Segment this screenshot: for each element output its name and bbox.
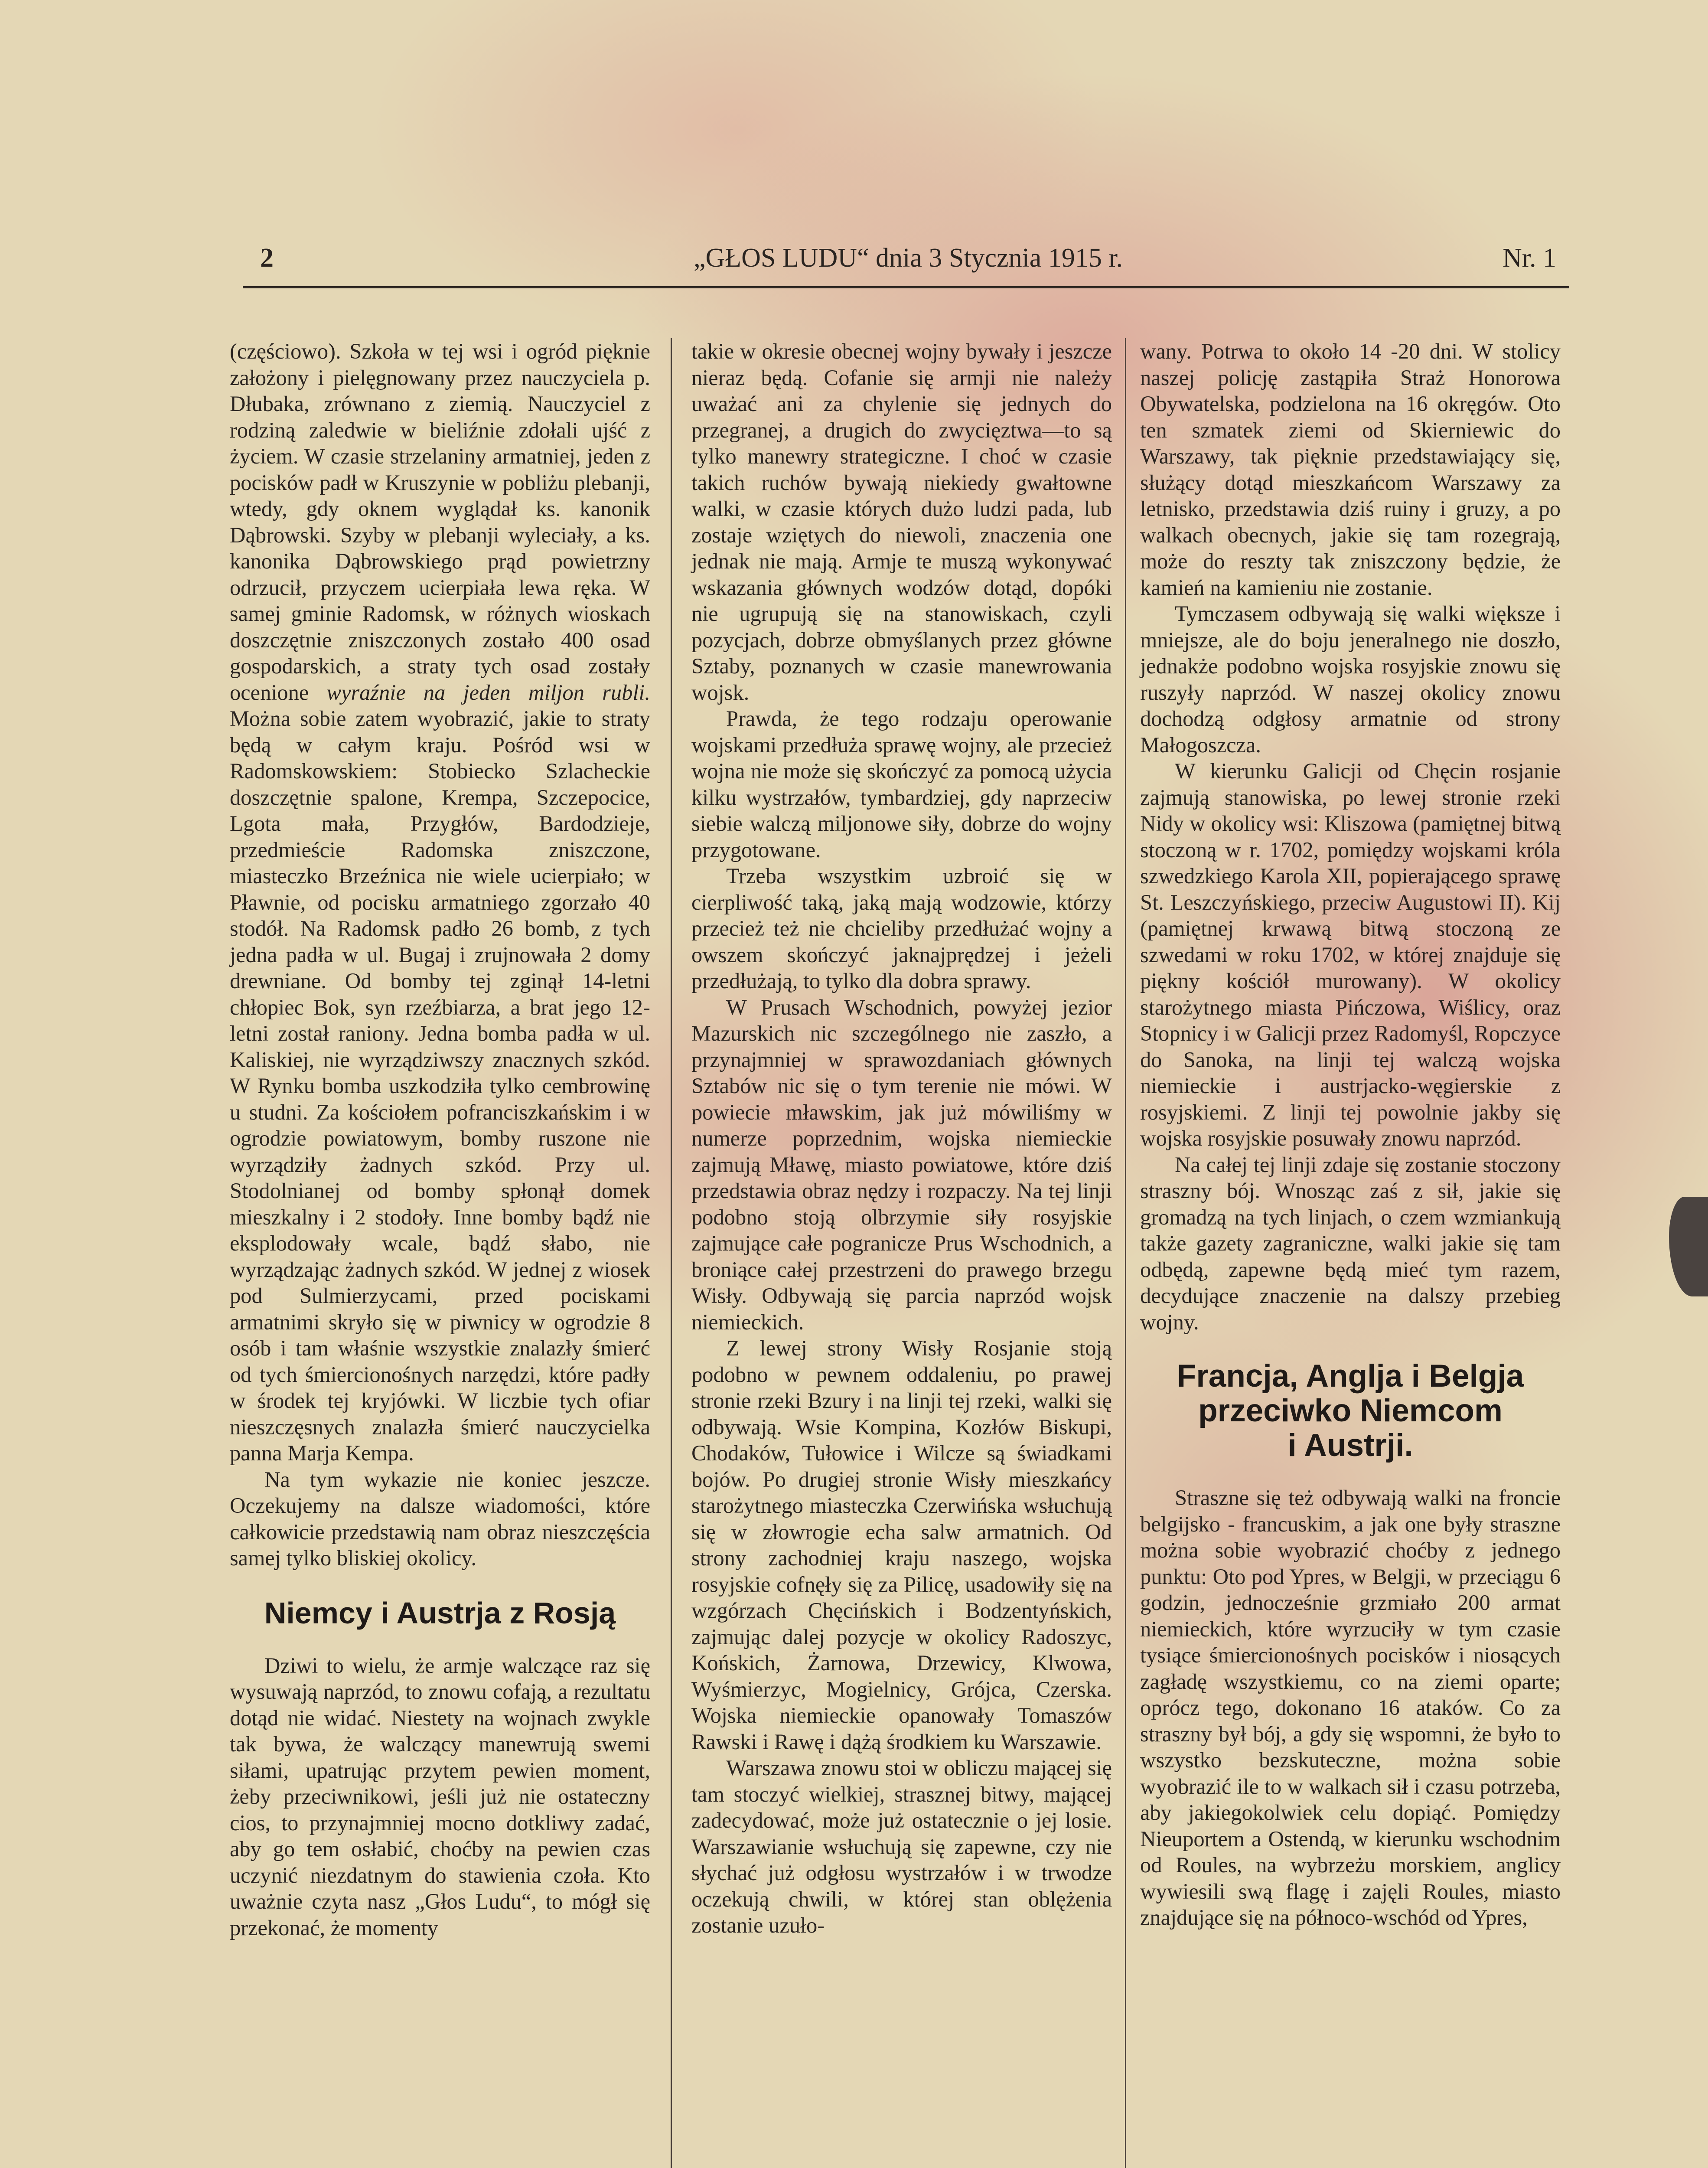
heading-line: Francja, Anglja i Belgja	[1177, 1358, 1524, 1394]
heading-line: i Austrji.	[1288, 1428, 1413, 1463]
column-divider	[1125, 338, 1126, 2168]
column-1	[230, 338, 650, 1941]
article-paragraph: Prawda, że tego rodzaju operowanie wojskami przedłuża sprawę wojny, ale przecież wojna nie może się skończyć za pomocą użycia kilku wystrzałów, tymbardziej, gdy naprzeciw siebie walczą miljonowe siły, dobrze do wojny przygotowane.	[691, 706, 1112, 862]
column-3	[1140, 338, 1561, 1931]
heading-line: przeciwko Niemcom	[1198, 1393, 1503, 1428]
article-paragraph: Straszne się też odbywają walki na froncie belgijsko - francuskim, a jak one były straszne można sobie wyobrazić choćby z jednego punktu: Oto pod Ypres, w Belgji, w przeciągu 6 godzin, jednocześnie grzmiało 200 armat niemieckich, które wyrzuciły w tym czasie tysiące śmiercionośnych pocisków i niosących zagładę wszystkiemu, co na ziemi oparte; oprócz tego, dokonano 16 ataków. Co za straszny był bój, a gdy się wspomni, że było to wszystko bezskuteczne, można sobie wyobrazić ile to w walkach sił i czasu potrzeba, aby jakiegokolwiek celu dopiąć. Pomiędzy Nieuportem a Ostendą, w kierunku wschodnim od Roules, na wybrzeżu morskiem, anglicy wywiesili swą flagę i zajęli Roules, miasto znajdujące się na północo-wschód od Ypres,	[1140, 1486, 1561, 1930]
article-paragraph: Tymczasem odbywają się walki większe i mniejsze, ale do boju jeneralnego nie doszło, jednakże podobno wojska rosyjskie znowu się ruszyły naprzód. W naszej okolicy znowu dochodzą odgłosy armatnie od strony Małogoszcza.	[1140, 601, 1561, 757]
article-paragraph: Trzeba wszystkim uzbroić się w cierpliwość taką, jaką mają wodzowie, którzy przecież też nie chcieliby przedłużać wojny a owszem skończyć jaknajprędzej i jeżeli przedłużają, to tylko dla dobra sprawy.	[691, 864, 1112, 993]
article-paragraph: Na tym wykazie nie koniec jeszcze. Oczekujemy na dalsze wiadomości, które całkowicie przedstawią nam obraz nieszczęścia samej tylko bliskiej okolicy.	[230, 1467, 650, 1570]
article-paragraph: Warszawa znowu stoi w obliczu mającej się tam stoczyć wielkiej, strasznej bitwy, mającej zadecydować, może już ostatecznie o jej losie. Warszawianie wsłuchują się zapewne, czy nie słychać już odgłosu wystrzałów i w trwodze oczekują chwili, w której stan oblężenia zostanie uzuło-	[691, 1756, 1112, 1937]
article-paragraph: wany. Potrwa to około 14 -20 dni. W stolicy naszej policję zastąpiła Straż Honorowa Obywatelska, podzielona na 16 okręgów. Oto ten szmatek ziemi od Skierniewic do Warszawy, tak pięknie przedstawiający się, służący dotąd mieszkańcom Warszawy za letnisko, przedstawia dziś ruiny i gruzy, a po walkach obecnych, jakie się tam rozegrają, może do reszty tak zniszczony będzie, że kamień na kamieniu nie zostanie.	[1140, 339, 1561, 600]
issue-number: Nr. 1	[1503, 243, 1556, 273]
article-paragraph: takie w okresie obecnej wojny bywały i jeszcze nieraz będą. Cofanie się armji nie należy uważać ani za chylenie się jednych do przegranej, a drugich do zwycięztwa—to są tylko manewry strategiczne. I choć w czasie takich ruchów bywają niekiedy gwałtowne walki, w czasie których dużo ludzi pada, lub zostaje wziętych do niewoli, znaczenia one jednak nie mają. Armje te muszą wykonywać wskazania głównych wodzów dotąd, dopóki nie ugrupują się na stanowiskach, czyli pozycjach, dobrze obmyślanych przez główne Sztaby, poznanych w czasie manewrowania wojsk.	[691, 339, 1112, 705]
newspaper-page	[17, 0, 1691, 2168]
article-heading	[1140, 1359, 1561, 1463]
article-heading: Niemcy i Austrja z Rosją	[264, 1596, 616, 1630]
article-paragraph: Dziwi to wielu, że armje walczące raz się wysuwają naprzód, to znowu cofają, a rezultatu dotąd nie widać. Niestety na wojnach zwykle tak bywa, że walczący manewrują swemi siłami, upatrując przytem pewien moment, żeby przeciwnikowi, jeśli już nie ostateczny cios, to przynajmniej mocno dotkliwy zadać, aby go tem osłabić, choćby na pewien czas uczynić niezdatnym do stawienia czoła. Kto uważnie czyta nasz „Głos Ludu“, to mógł się przekonać, że momenty	[230, 1653, 650, 1940]
header-rule	[243, 286, 1569, 288]
paragraph-text: (częściowo). Szkoła w tej wsi i ogród pięknie założony i pielęgnowany przez nauczyciela p. Dłubaka, zrównano z ziemią. Nauczyciel z rodziną zaledwie w bieliźnie zdołali ujść z życiem. W czasie strzelaniny armatniej, jeden z pocisków padł w Kruszynie w pobliżu plebanji, wtedy, gdy oknem wyglądał ks. kanonik Dąbrowski. Szyby w plebanji wyleciały, a ks. kanonika Dąbrowskiego prąd powietrzny odrzucił, przyczem ucierpiała lewa ręka. W samej gminie Radomsk, w różnych wioskach doszczętnie zniszczonych zostało 400 osad gospodarskich, a straty tych osad zostały ocenione	[230, 339, 650, 705]
masthead-title: „GŁOS LUDU“ dnia 3 Stycznia 1915 r.	[693, 243, 1123, 273]
article-paragraph: Na całej tej linji zdaje się zostanie stoczony straszny bój. Wnosząc zaś z sił, jakie się gromadzą na tych linjach, o czem wzmiankują także gazety zagraniczne, walki jakie się tam odbędą, zapewne będą mieć tym razem, decydujące znaczenie na dalszy przebieg wojny.	[1140, 1152, 1561, 1334]
article-paragraph: W Prusach Wschodnich, powyżej jezior Mazurskich nic szczególnego nie zaszło, a przynajmniej w sprawozdaniach głównych Sztabów nic się o tym terenie nie mówi. W powiecie mławskim, jak już mówiliśmy w numerze poprzednim, wojska niemieckie zajmują Mławę, miasto powiatowe, które dziś przedstawia obraz nędzy i rozpaczy. Na tej linji podobno stoją olbrzymie siły rosyjskie zajmujące całe pogranicze Prus Wschodnich, a broniące całej przestrzeni do prawego brzegu Wisły. Odbywają się parcia naprzód wojsk niemieckich.	[691, 995, 1112, 1334]
paragraph-text: Można sobie zatem wyobrazić, jakie to straty będą w całym kraju. Pośród wsi w Radomskowskiem: Stobiecko Szlacheckie doszczętnie spalone, Krempa, Szczepocice, Lgota mała, Przygłów, Bardodzieje, przedmieście Radomska zniszczone, miasteczko Brzeźnica nie wiele ucierpiało; w Pławnie, od pocisku armatniego zgorzało 40 stodół. Na Radomsk padło 26 bomb, z tych jedna padła w ul. Bugaj i zrujnowała 2 domy drewniane. Od bomby tej zginął 14-letni chłopiec Bok, syn rzeźbiarza, a brat jego 12-letni został raniony. Jedna bomba padła w ul. Kaliskiej, nie wyrządziwszy znacznych szkód. W Rynku bomba uszkodziła tylko cembrowinę u studni. Za kościołem pofranciszkańskim i w ogrodzie powiatowym, bomby ruszone nie wyrządziły żadnych szkód. Przy ul. Stodolnianej od bomby spłonął domek mieszkalny i 2 stodoły. Inne bomby bądź nie eksplodowały wcale, bądź słabo, nie wyrządzając żadnych szkód. W jednej z wiosek pod Sulmierzycami, przed pociskami armatnimi skryło się w piwnicy w ogrodzie 8 osób i tam właśnie wszystkie znalazły śmierć od tych śmiercionośnych narzędzi, które padły w środek tej kryjówki. W liczbie tych ofiar nieszczęsnych znalazła śmierć nauczycielka panna Marja Kempa.	[230, 706, 650, 1465]
article-paragraph	[230, 338, 650, 1466]
page-header	[260, 243, 1556, 282]
page-number: 2	[260, 243, 274, 273]
column-divider	[671, 338, 672, 2168]
emphasized-text: wyraźnie na jeden miljon rubli.	[326, 680, 650, 705]
article-paragraph: Z lewej strony Wisły Rosjanie stoją podobno w pewnem oddaleniu, po prawej stronie rzeki Bzury i na linji tej rzeki, walki się odbywają. Wsie Kompina, Kozłów Biskupi, Chodaków, Tułowice i Wilcze są świadkami bojów. Po drugiej stronie Wisły mieszkańcy starożytnego miasteczka Czerwińska wsłuchują się w złowrogie echa salw armatnich. Od strony zachodniej kraju naszego, wojska rosyjskie cofnęły się za Pilicę, usadowiły się na wzgórzach Chęcińskich i Bodzentyńskich, zajmując dalej pozycje w okolicy Radoszyc, Końskich, Żarnowa, Drzewicy, Klwowa, Wyśmierzyc, Mogielnicy, Grójca, Czerska. Wojska niemieckie opanowały Tomaszów Rawski i Rawę i dążą środkiem ku Warszawie.	[691, 1336, 1112, 1754]
column-2	[691, 338, 1112, 1939]
article-paragraph: W kierunku Galicji od Chęcin rosjanie zajmują stanowiska, po lewej stronie rzeki Nidy w okolicy wsi: Kliszowa (pamiętnej bitwą stoczoną w r. 1702, pomiędzy wojskami króla szwedzkiego Karola XII, popierającego sprawę St. Leszczyńskiego, przeciw Augustowi II). Kij (pamiętnej krwawą bitwą stoczoną ze szwedami w roku 1702, w której znajduje się piękny kościół murowany). W okolicy starożytnego miasta Pińczowa, Wiślicy, oraz Stopnicy i w Galicji przez Radomyśl, Ropczyce do Sanoka, na linji tej walczą wojska niemieckie i austrjacko-węgierskie z rosyjskiemi. Z linji tej powolnie jakby się wojska rosyjskie posuwały znowu naprzód.	[1140, 759, 1561, 1150]
